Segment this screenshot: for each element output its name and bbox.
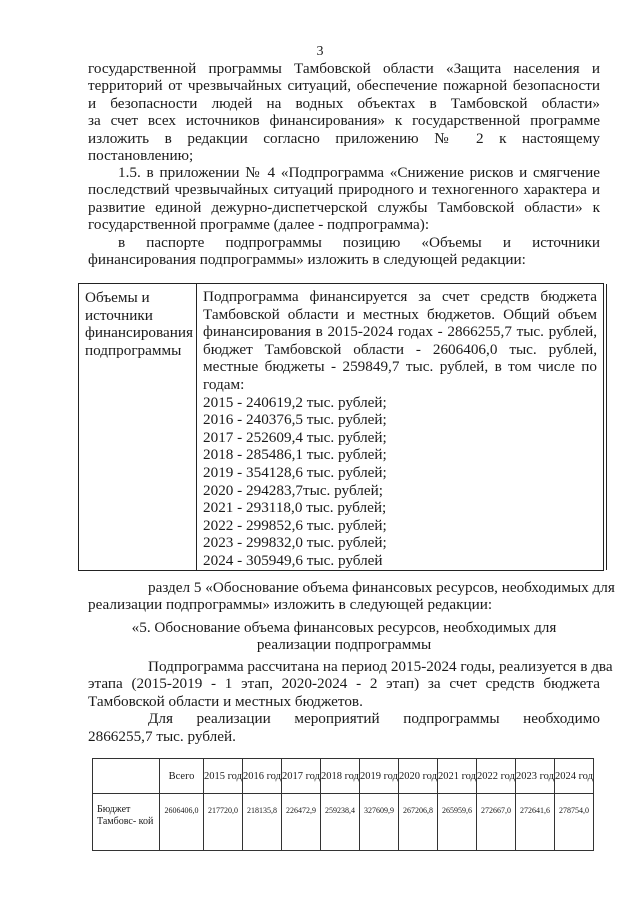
text-line: и безопасности людей на водных объектах в Тамбовской области»: [88, 94, 600, 112]
table-cell: 272667,0: [477, 794, 516, 851]
section-title: [88, 619, 600, 654]
page-number: 3: [316, 44, 324, 59]
table-border: [606, 284, 607, 570]
year-line: 2020 - 294283,7тыс. рублей;: [203, 481, 383, 499]
text-line: 2866255,7 тыс. рублей.: [88, 727, 236, 745]
label-line: источники: [85, 306, 153, 324]
text-line: территорий от чрезвычайных ситуаций, обеспечение пожарной безопасности: [88, 77, 600, 95]
body-paragraph: [88, 658, 613, 745]
header-cell: 2021 год: [438, 759, 477, 794]
item-paragraph: [88, 164, 600, 268]
header-cell: 2023 год: [516, 759, 555, 794]
intro-paragraph: [88, 60, 600, 164]
text-line: государственной программы Тамбовской области «Защита населения и: [88, 60, 600, 77]
finance-table: [92, 758, 594, 851]
header-cell: 2017 год: [282, 759, 321, 794]
table-cell: 226472,9: [282, 794, 321, 851]
year-line: 2016 - 240376,5 тыс. рублей;: [203, 411, 387, 429]
table-cell: 218135,8: [243, 794, 282, 851]
text-line: Подпрограмма рассчитана на период 2015-2024 годы, реализуется в два: [148, 658, 613, 675]
row-label: Бюджет Тамбовс- кой: [93, 794, 160, 851]
text-line: финансирования в 2015-2024 годах - 2866255,7 тыс. рублей,: [203, 323, 597, 341]
text-line: государственной программе (далее - подпрограмма):: [88, 216, 430, 234]
passport-table: [78, 283, 604, 571]
header-cell: 2018 год: [321, 759, 360, 794]
text-line: за счет всех источников финансирования» к государственной программе: [88, 112, 600, 130]
table-cell: 272641,6: [516, 794, 555, 851]
table-cell: 259238,4: [321, 794, 360, 851]
title-line: реализации подпрограммы: [256, 636, 432, 654]
text-line: в паспорте подпрограммы позицию «Объемы и источники: [118, 233, 600, 251]
text-line: финансирования подпрограммы» изложить в следующей редакции:: [88, 251, 526, 269]
text-line: 1.5. в приложении № 4 «Подпрограмма «Снижение рисков и смягчение: [118, 164, 600, 181]
passport-label-cell: [85, 289, 193, 359]
text-line: бюджет Тамбовской области - 2606406,0 тыс. рублей,: [203, 340, 597, 358]
text-line: Для реализации мероприятий подпрограммы необходимо: [148, 710, 600, 728]
label-line: Объемы и: [85, 289, 150, 306]
header-cell: 2015 год: [204, 759, 243, 794]
text-line: изложить в редакции согласно приложению № 2 к настоящему: [88, 129, 600, 147]
header-cell: 2022 год: [477, 759, 516, 794]
title-line: «5. Обоснование объема финансовых ресурсов, необходимых для: [131, 619, 557, 636]
passport-value-cell: [203, 288, 597, 570]
table-row: [93, 794, 594, 851]
table-cell: 2606406,0: [160, 794, 204, 851]
text-line: развитие единой дежурно-диспетчерской службы Тамбовской области» к: [88, 198, 600, 216]
year-line: 2021 - 293118,0 тыс. рублей;: [203, 499, 387, 517]
year-line: 2019 - 354128,6 тыс. рублей;: [203, 463, 387, 481]
header-cell: 2016 год: [243, 759, 282, 794]
header-empty-cell: [93, 759, 160, 794]
table-cell: 267206,8: [399, 794, 438, 851]
year-line: 2022 - 299852,6 тыс. рублей;: [203, 516, 387, 534]
label-line: финансирования: [85, 324, 193, 342]
table-header-row: [93, 759, 594, 794]
header-cell: 2024 год: [555, 759, 594, 794]
text-line: постановлению;: [88, 147, 194, 165]
text-line: Тамбовской области и местных бюджетов. Общий объем: [203, 305, 597, 323]
year-line: 2023 - 299832,0 тыс. рублей;: [203, 534, 387, 552]
text-line: этапа (2015-2019 - 1 этап, 2020-2024 - 2 этап) за счет средств бюджета: [88, 675, 600, 693]
header-cell: 2020 год: [399, 759, 438, 794]
table-cell: 217720,0: [204, 794, 243, 851]
text-line: реализации подпрограммы» изложить в следующей редакции:: [88, 596, 493, 614]
text-line: Подпрограмма финансируется за счет средств бюджета: [203, 288, 597, 305]
label-line: подпрограммы: [85, 341, 182, 359]
year-line: 2024 - 305949,6 тыс. рублей: [203, 551, 383, 569]
table-cell: 278754,0: [555, 794, 594, 851]
year-line: 2015 - 240619,2 тыс. рублей;: [203, 393, 387, 411]
year-line: 2018 - 285486,1 тыс. рублей;: [203, 446, 387, 464]
table-cell: 265959,6: [438, 794, 477, 851]
text-line: раздел 5 «Обоснование объема финансовых ресурсов, необходимых для: [148, 579, 615, 596]
section-paragraph: [88, 579, 615, 614]
text-line: Тамбовской области и местных бюджетов.: [88, 692, 363, 710]
table-divider: [196, 284, 197, 570]
text-line: годам:: [203, 375, 245, 393]
text-line: последствий чрезвычайных ситуаций природного и техногенного характера и: [88, 181, 600, 199]
year-line: 2017 - 252609,4 тыс. рублей;: [203, 428, 387, 446]
text-line: местные бюджеты - 259849,7 тыс. рублей, в том числе по: [203, 358, 597, 376]
header-cell: 2019 год: [360, 759, 399, 794]
table-cell: 327609,9: [360, 794, 399, 851]
header-cell: Всего: [160, 759, 204, 794]
